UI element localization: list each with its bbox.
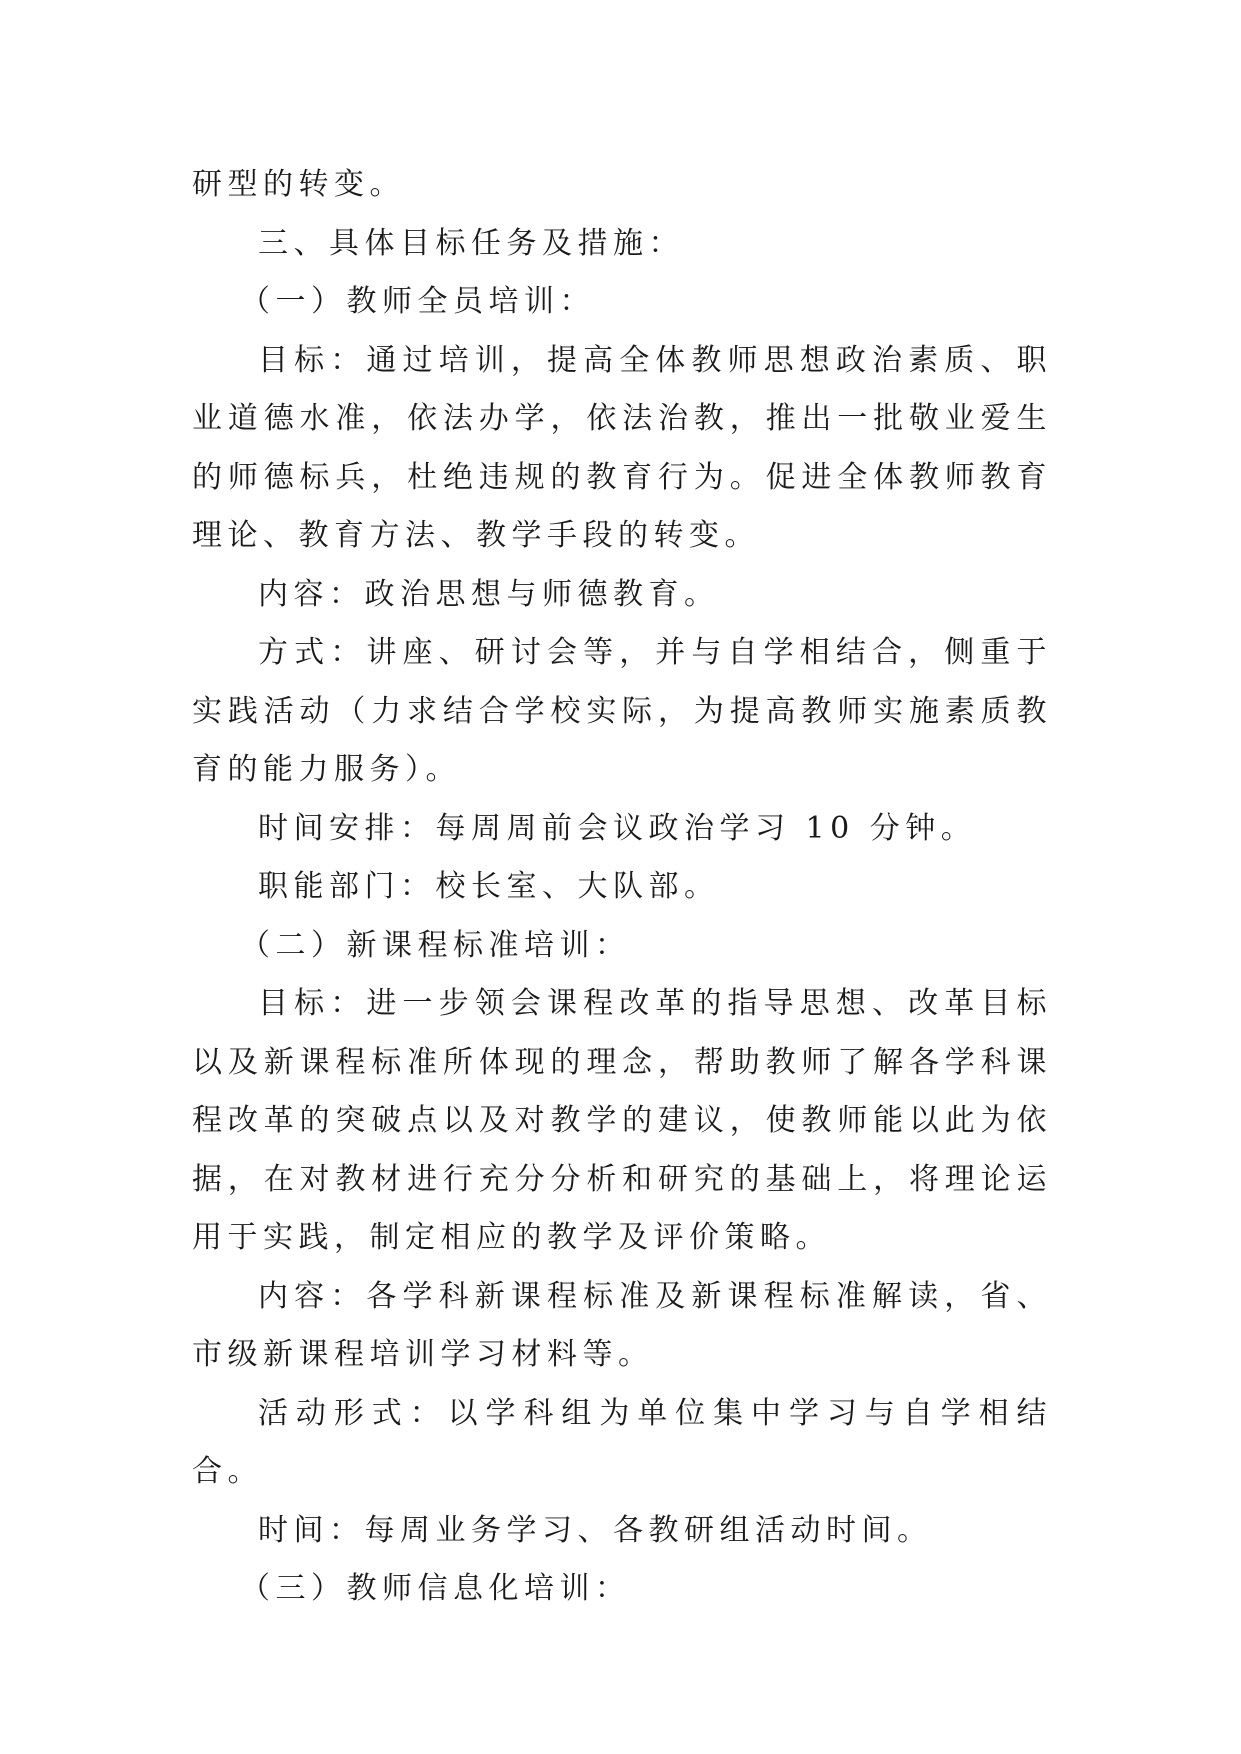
subsection-heading-2: （二）新课程标准培训： bbox=[240, 927, 631, 963]
paragraph-time-2: 时间：每周业务学习、各教研组活动时间。 bbox=[258, 1512, 933, 1548]
paragraph-goal-1: 目标：通过培训，提高全体教师思想政治素质、职业道德水准，依法办学，依法治教，推出一批敬业爱生的师德标兵，杜绝违规的教育行为。促进全体教师教育理论、教育方法、教学手段的转变。 bbox=[192, 342, 1052, 553]
paragraph-goal-2: 目标：进一步领会课程改革的指导思想、改革目标以及新课程标准所体现的理念，帮助教师了解各学科课程改革的突破点以及对教学的建议，使教师能以此为依据，在对教材进行充分分析和研究的基础上，将理论运用于实践，制定相应的教学及评价策略。 bbox=[192, 986, 1052, 1255]
paragraph-method-1: 方式：讲座、研讨会等，并与自学相结合，侧重于实践活动（力求结合学校实际，为提高教师实施素质教育的能力服务）。 bbox=[192, 635, 1052, 787]
subsection-heading-1: （一）教师全员培训： bbox=[240, 284, 595, 319]
paragraph-continuation: 研型的转变。 bbox=[192, 167, 405, 202]
paragraph-content-2: 内容：各学科新课程标准及新课程标准解读，省、市级新课程培训学习材料等。 bbox=[192, 1278, 1052, 1372]
paragraph-schedule-1: 时间安排：每周周前会议政治学习 10 分钟。 bbox=[258, 810, 977, 846]
paragraph-activity-form-2: 活动形式：以学科组为单位集中学习与自学相结合。 bbox=[192, 1395, 1052, 1489]
section-heading: 三、具体目标任务及措施： bbox=[258, 225, 684, 261]
document-body bbox=[192, 156, 1052, 1619]
paragraph-department-1: 职能部门：校长室、大队部。 bbox=[258, 869, 720, 904]
subsection-heading-3: （三）教师信息化培训： bbox=[240, 1571, 631, 1606]
paragraph-content-1: 内容：政治思想与师德教育。 bbox=[258, 576, 720, 612]
